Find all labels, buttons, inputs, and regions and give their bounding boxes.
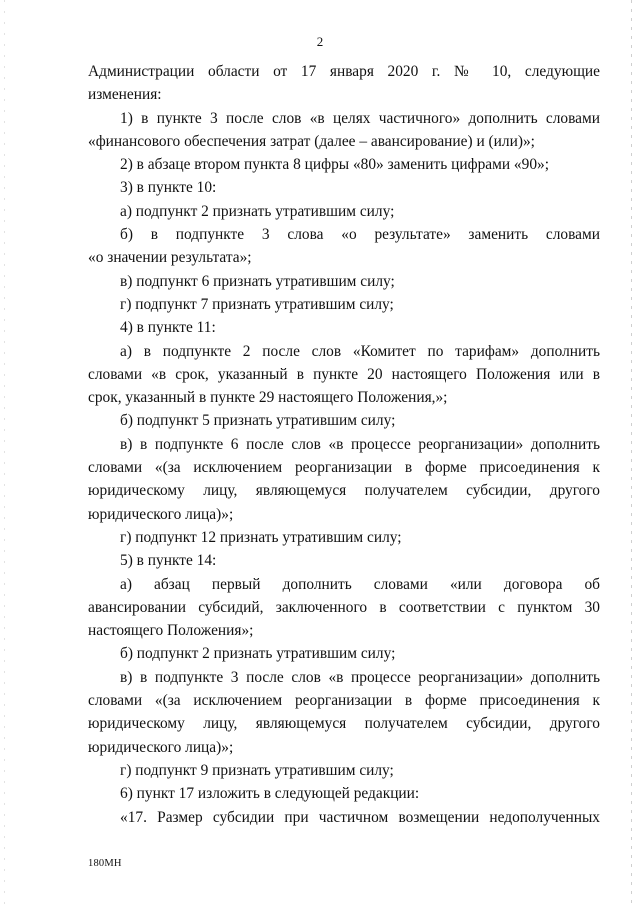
text-line: юридическому лицу, являющемуся получателем субсидии, другого xyxy=(88,715,600,733)
scan-edge-left xyxy=(4,0,5,905)
text-line: словами «(за исключением реорганизации в форме присоединения к xyxy=(88,459,600,477)
text-line: юридическому лицу, являющемуся получателем субсидии, другого xyxy=(88,482,600,500)
text-line: б) подпункт 2 признать утратившим силу; xyxy=(120,645,396,663)
document-body xyxy=(88,60,600,829)
text-line: г) подпункт 9 признать утратившим силу; xyxy=(120,761,394,779)
text-line: в) в подпункте 3 после слов «в процессе реорганизации» дополнить xyxy=(120,668,600,686)
text-line: 5) в пункте 14: xyxy=(120,552,217,570)
footer-code: 180МН xyxy=(88,858,122,869)
text-line: а) абзац первый дополнить словами «или договора об xyxy=(120,575,600,593)
text-line: 2) в абзаце втором пункта 8 цифры «80» заменить цифрами «90»; xyxy=(120,156,549,174)
text-line: срок, указанный в пункте 29 настоящего Положения,»; xyxy=(88,389,448,407)
text-line: словами «в срок, указанный в пункте 20 настоящего Положения или в xyxy=(88,365,600,383)
text-line: в) в подпункте 6 после слов «в процессе реорганизации» дополнить xyxy=(120,435,600,453)
text-line: «о значении результата»; xyxy=(88,249,252,267)
text-line: Администрации области от 17 января 2020 г. № 10, следующие xyxy=(88,63,600,80)
text-line: б) подпункт 5 признать утратившим силу; xyxy=(120,412,396,430)
scan-edge-right xyxy=(631,0,632,905)
text-line: авансировании субсидий, заключенного в соответствии с пунктом 30 xyxy=(88,598,600,616)
text-line: юридического лица)»; xyxy=(88,505,234,523)
text-line: а) в подпункте 2 после слов «Комитет по тарифам» дополнить xyxy=(120,342,600,360)
text-line: изменения: xyxy=(88,86,162,104)
text-line: г) подпункт 7 признать утратившим силу; xyxy=(120,295,394,313)
text-line: 1) в пункте 3 после слов «в целях частичного» дополнить словами xyxy=(120,109,600,127)
text-line: в) подпункт 6 признать утратившим силу; xyxy=(120,272,395,290)
text-line: 3) в пункте 10: xyxy=(120,179,217,197)
text-line: б) в подпункте 3 слова «о результате» заменить словами xyxy=(120,226,600,244)
text-line: «17. Размер субсидии при частичном возмещении недополученных xyxy=(120,808,600,826)
text-line: 6) пункт 17 изложить в следующей редакции: xyxy=(120,785,420,803)
text-line: г) подпункт 12 признать утратившим силу; xyxy=(120,528,402,546)
page-number: 2 xyxy=(316,34,324,49)
text-line: настоящего Положения»; xyxy=(88,622,254,640)
text-line: словами «(за исключением реорганизации в форме присоединения к xyxy=(88,692,600,710)
text-line: а) подпункт 2 признать утратившим силу; xyxy=(120,202,395,220)
text-line: юридического лица)»; xyxy=(88,738,234,756)
text-line: «финансового обеспечения затрат (далее – авансирование) и (или)»; xyxy=(88,132,535,150)
text-line: 4) в пункте 11: xyxy=(120,319,216,337)
